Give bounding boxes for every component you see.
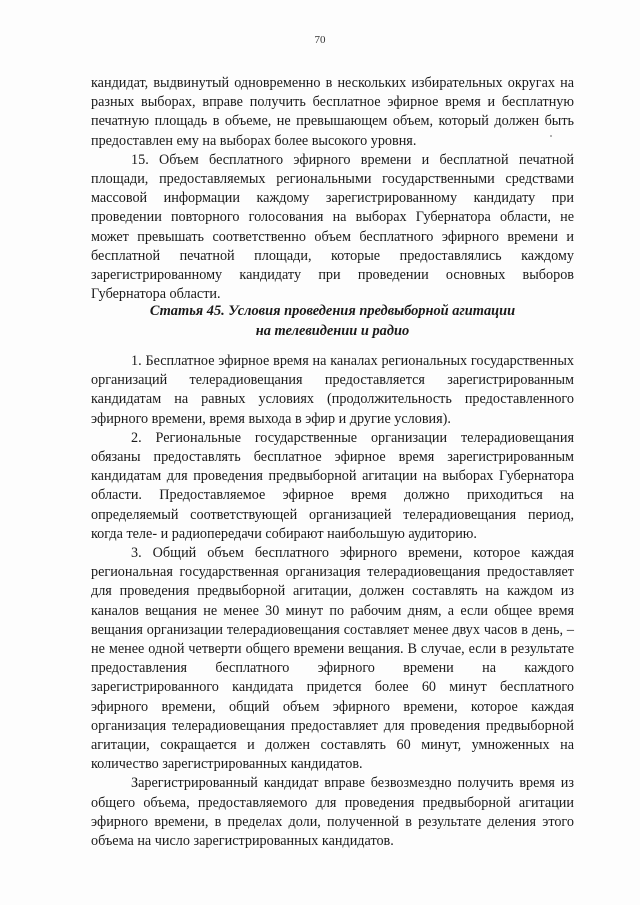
article-item-2: 2. Региональные государственные организации телерадиовещания обязаны предоставлять бесплатное эфирное время зарегистрированным кандидатам для проведения предвыборной агитации на выборах Губернатора области. Предоставляемое эфирное время должно приходиться на определяемый соответствующей организацией телерадиовещания период, когда теле- и радиопередачи собирают наибольшую аудиторию. — [91, 429, 574, 542]
article-item-3-continuation: Зарегистрированный кандидат вправе безвозмездно получить время из общего объема, предоставляемого для проведения предвыборной агитации эфирного времени, в пределах доли, полученной в результате деления этого объема на число зарегистрированных кандидатов. — [91, 775, 574, 850]
article-heading — [91, 302, 574, 341]
article-heading-line2: на телевидении и радио — [255, 322, 410, 339]
item-15-paragraph: 15. Объем бесплатного эфирного времени и бесплатной печатной площади, предоставляемых региональными государственными средствами массовой информации каждому зарегистрированному кандидату при проведении повторного голосования на выборах Губернатора области, не может превышать соответственно объем бесплатного эфирного времени и бесплатной печатной площади, которые предоставлялись каждому зарегистрированному кандидату при проведении основных выборов Губернатора области. — [91, 151, 574, 303]
page-number: 70 — [314, 34, 326, 46]
article-item-3: 3. Общий объем бесплатного эфирного времени, которое каждая региональная государственная организация телерадиовещания предоставляет для проведения предвыборной агитации, должен составлять на каждом из каналов вещания не менее 30 минут по рабочим дням, а если общее время вещания организации телерадиовещания составляет менее двух часов в день, – не менее одной четверти общего времени вещания. В случае, если в результате предоставления бесплатного эфирного времени на каждого зарегистрированного кандидата придется более 60 минут бесплатного эфирного времени, общий объем эфирного времени, которое каждая организация телерадиовещания предоставляет для проведения предвыборной агитации, сокращается и должен составлять 60 минут, умноженных на количество зарегистрированных кандидатов. — [91, 545, 574, 773]
continuation-paragraph: кандидат, выдвинутый одновременно в нескольких избирательных округах на разных выборах, вправе получить бесплатное эфирное время и бесплатную печатную площадь в объеме, не превышающем объем, который должен быть предоставлен ему на выборах более высокого уровня. — [91, 75, 574, 149]
article-body — [91, 352, 574, 851]
article-heading-line1: Статья 45. Условия проведения предвыборной агитации — [149, 303, 516, 319]
top-text-section — [91, 74, 574, 304]
article-item-1: 1. Бесплатное эфирное время на каналах региональных государственных организаций телерадиовещания предоставляется зарегистрированным кандидатам на равных условиях (продолжительность предоставленного эфирного времени, время выхода в эфир и другие условия). — [91, 353, 574, 427]
